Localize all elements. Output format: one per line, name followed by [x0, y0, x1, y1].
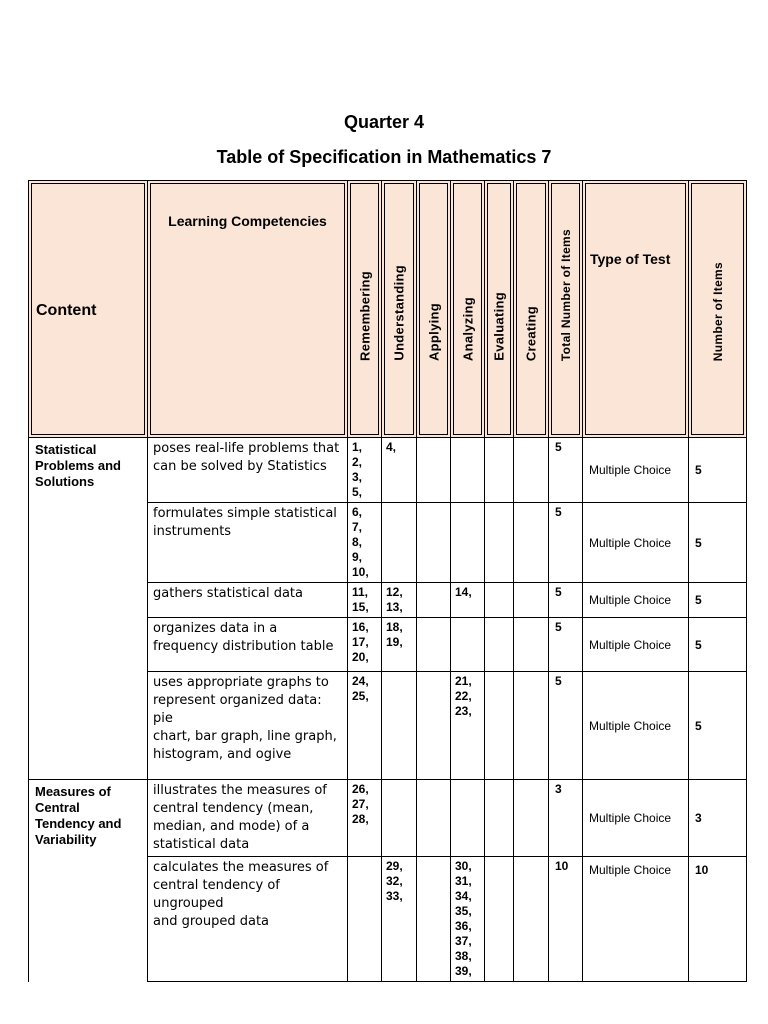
test-type: Multiple Choice	[583, 618, 689, 672]
number-of-items: 5	[689, 583, 747, 618]
number-of-items: 10	[689, 857, 747, 982]
total-items: 3	[549, 780, 583, 857]
header-evaluating-label: Evaluating	[491, 292, 507, 361]
total-items: 5	[549, 672, 583, 780]
creating-items	[514, 857, 549, 982]
test-type: Multiple Choice	[583, 672, 689, 780]
test-type: Multiple Choice	[583, 583, 689, 618]
analyzing-items: 14,	[451, 583, 485, 618]
header-applying-label: Applying	[426, 302, 441, 361]
total-items: 5	[549, 618, 583, 672]
remembering-items: 6, 7, 8, 9, 10,	[348, 503, 382, 583]
evaluating-items	[485, 503, 514, 583]
applying-items	[417, 857, 451, 982]
header-number-of-items	[689, 181, 747, 438]
header-remembering	[348, 181, 382, 438]
evaluating-items	[485, 618, 514, 672]
header-learning-competencies: Learning Competencies	[148, 181, 348, 438]
competency-cell: gathers statistical data	[148, 583, 348, 618]
document-title: Table of Specification in Mathematics 7	[216, 147, 552, 167]
test-type: Multiple Choice	[583, 503, 689, 583]
header-type-of-test: Type of Test	[583, 181, 689, 438]
test-type: Multiple Choice	[583, 438, 689, 503]
competency-cell: uses appropriate graphs to represent organized data: pie chart, bar graph, line graph, histogram, and ogive	[148, 672, 348, 780]
creating-items	[514, 618, 549, 672]
analyzing-items: 21, 22, 23,	[451, 672, 485, 780]
total-items: 5	[549, 583, 583, 618]
test-type: Multiple Choice	[583, 857, 689, 982]
table-header-row	[29, 181, 747, 438]
total-items: 10	[549, 857, 583, 982]
evaluating-items	[485, 780, 514, 857]
understanding-items: 4,	[382, 438, 417, 503]
evaluating-items	[485, 438, 514, 503]
analyzing-items	[451, 438, 485, 503]
remembering-items: 24, 25,	[348, 672, 382, 780]
creating-items	[514, 503, 549, 583]
total-items: 5	[549, 503, 583, 583]
header-remembering-label: Remembering	[357, 271, 372, 361]
header-analyzing-label: Analyzing	[460, 296, 475, 361]
remembering-items: 11, 15,	[348, 583, 382, 618]
applying-items	[417, 503, 451, 583]
analyzing-items: 30, 31, 34, 35, 36, 37, 38, 39,	[451, 857, 485, 982]
competency-cell: poses real-life problems that can be solved by Statistics	[148, 438, 348, 503]
competency-cell: formulates simple statistical instruments	[148, 503, 348, 583]
applying-items	[417, 438, 451, 503]
remembering-items: 26, 27, 28,	[348, 780, 382, 857]
understanding-items: 18, 19,	[382, 618, 417, 672]
competency-cell: organizes data in a frequency distribution table	[148, 618, 348, 672]
quarter-heading: Quarter 4	[343, 112, 425, 132]
creating-items	[514, 583, 549, 618]
header-content: Content	[29, 181, 148, 438]
understanding-items	[382, 672, 417, 780]
number-of-items: 5	[689, 672, 747, 780]
remembering-items: 1, 2, 3, 5,	[348, 438, 382, 503]
number-of-items: 5	[689, 503, 747, 583]
competency-cell: illustrates the measures of central tendency (mean, median, and mode) of a statistical data	[148, 780, 348, 857]
creating-items	[514, 438, 549, 503]
header-understanding-label: Understanding	[391, 265, 407, 361]
understanding-items	[382, 503, 417, 583]
competency-cell: calculates the measures of central tendency of ungrouped and grouped data	[148, 857, 348, 982]
number-of-items: 5	[689, 438, 747, 503]
header-number-of-items-label: Number of Items	[710, 261, 725, 361]
header-creating	[514, 181, 549, 438]
evaluating-items	[485, 857, 514, 982]
understanding-items: 29, 32, 33,	[382, 857, 417, 982]
remembering-items	[348, 857, 382, 982]
applying-items	[417, 618, 451, 672]
header-total-items-label: Total Number of Items	[558, 228, 573, 361]
applying-items	[417, 583, 451, 618]
evaluating-items	[485, 583, 514, 618]
test-type: Multiple Choice	[583, 780, 689, 857]
understanding-items: 12, 13,	[382, 583, 417, 618]
evaluating-items	[485, 672, 514, 780]
content-statistical-problems: Statistical Problems and Solutions	[29, 438, 148, 780]
number-of-items: 3	[689, 780, 747, 857]
header-understanding	[382, 181, 417, 438]
table-row	[29, 438, 747, 503]
total-items: 5	[549, 438, 583, 503]
applying-items	[417, 780, 451, 857]
understanding-items	[382, 780, 417, 857]
header-total-items	[549, 181, 583, 438]
header-analyzing	[451, 181, 485, 438]
number-of-items: 5	[689, 618, 747, 672]
analyzing-items	[451, 780, 485, 857]
analyzing-items	[451, 503, 485, 583]
analyzing-items	[451, 618, 485, 672]
creating-items	[514, 780, 549, 857]
header-evaluating	[485, 181, 514, 438]
specification-table	[28, 180, 747, 982]
table-row	[29, 780, 747, 857]
creating-items	[514, 672, 549, 780]
applying-items	[417, 672, 451, 780]
header-applying	[417, 181, 451, 438]
remembering-items: 16, 17, 20,	[348, 618, 382, 672]
header-creating-label: Creating	[523, 305, 539, 361]
content-measures-of-central-tendency: Measures of Central Tendency and Variability	[29, 780, 148, 982]
